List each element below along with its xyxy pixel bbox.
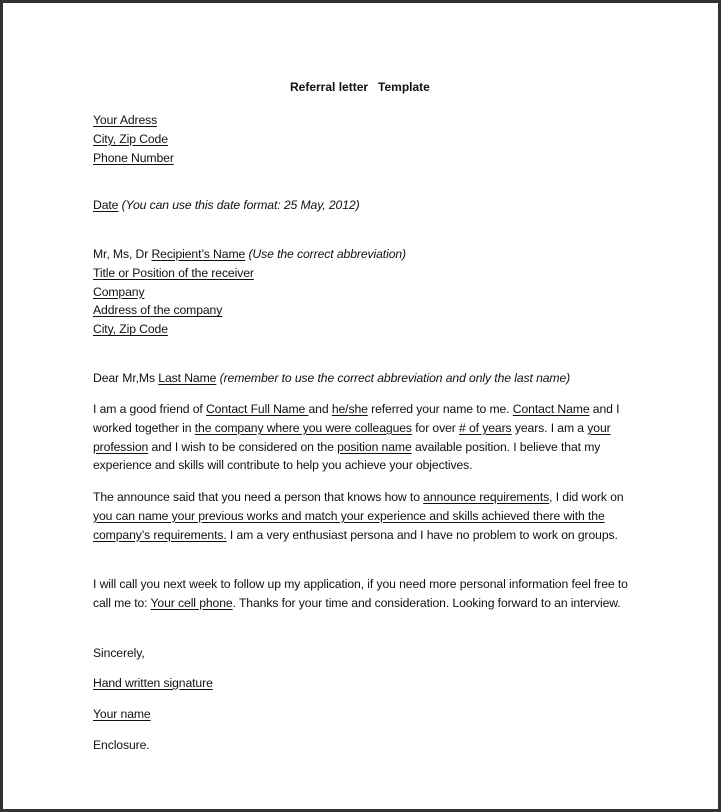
announce-requirements: announce requirements (423, 490, 550, 504)
closing-enclosure (93, 736, 633, 755)
recipient-name: Recipient’s Name (151, 247, 246, 261)
your-name: Your name (93, 707, 151, 721)
previous-works: you can name your previous works and match your experience and skills achieved there with the company’s requirements. (93, 508, 605, 542)
position-name: position name (337, 439, 412, 454)
paragraph-1 (93, 400, 633, 475)
recipient-hint: (Use the correct abbreviation) (248, 247, 407, 261)
sender-block (93, 111, 633, 167)
recipient-company: Company (93, 284, 145, 299)
text: years. I am a (511, 420, 588, 435)
closing-signature (93, 674, 633, 693)
text: and I wish to be considered on the (148, 439, 338, 454)
enclosure: Enclosure. (93, 738, 150, 752)
text: and (308, 402, 332, 416)
pronoun: he/she (331, 402, 368, 416)
profession: your profession (93, 420, 611, 454)
text: The announce said that you need a person that knows how to (93, 490, 424, 504)
text: I will call you next week to follow up my application, if you need more personal information feel free to call me to: (93, 577, 628, 610)
sender-city-zip: City, Zip Code (93, 131, 168, 146)
salutation-line (93, 369, 633, 388)
text: , I did work on (549, 490, 624, 504)
salutation-prefix: Dear Mr,Ms (93, 371, 159, 385)
date-label: Date (93, 198, 119, 212)
contact-full-name: Contact Full Name (205, 402, 309, 416)
cell-phone: Your cell phone (150, 595, 233, 610)
text: for over (411, 420, 460, 435)
signature: Hand written signature (93, 676, 213, 690)
contact-name: Contact Name (512, 402, 590, 416)
date-hint: (You can use this date format: 25 May, 2012) (121, 198, 360, 212)
sender-phone: Phone Number (93, 150, 174, 165)
text: I am a very enthusiast persona and I have no problem to work on groups. (226, 527, 618, 542)
closing-name (93, 705, 633, 724)
text: and I worked together in (93, 402, 620, 435)
text: . Thanks for your time and consideration. Looking forward to an interview. (232, 595, 621, 610)
date-line (93, 196, 633, 215)
recipient-city-zip: City, Zip Code (93, 322, 168, 337)
company-colleagues: the company where you were colleagues (194, 420, 412, 435)
paragraph-2 (93, 488, 633, 544)
salutation-hint: (remember to use the correct abbreviation and only the last name) (219, 371, 571, 385)
recipient-address: Address of the company (93, 303, 223, 318)
closing-sincerely (93, 644, 633, 663)
years: # of years (459, 420, 512, 435)
sender-address: Your Adress (93, 113, 158, 127)
salutation-name: Last Name (158, 371, 217, 385)
recipient-block (93, 245, 633, 339)
recipient-prefix: Mr, Ms, Dr (93, 247, 152, 261)
document-page (3, 3, 718, 809)
text: referred your name to me. (367, 402, 513, 416)
sincerely: Sincerely, (93, 646, 145, 660)
text: available position. I believe that my experience and skills will contribute to help you achieve your objectives. (93, 439, 601, 473)
recipient-title: Title or Position of the receiver (93, 265, 254, 280)
paragraph-3 (93, 575, 633, 613)
document-title: Referral letter Template (290, 80, 430, 94)
text: I am a good friend of (93, 402, 206, 416)
